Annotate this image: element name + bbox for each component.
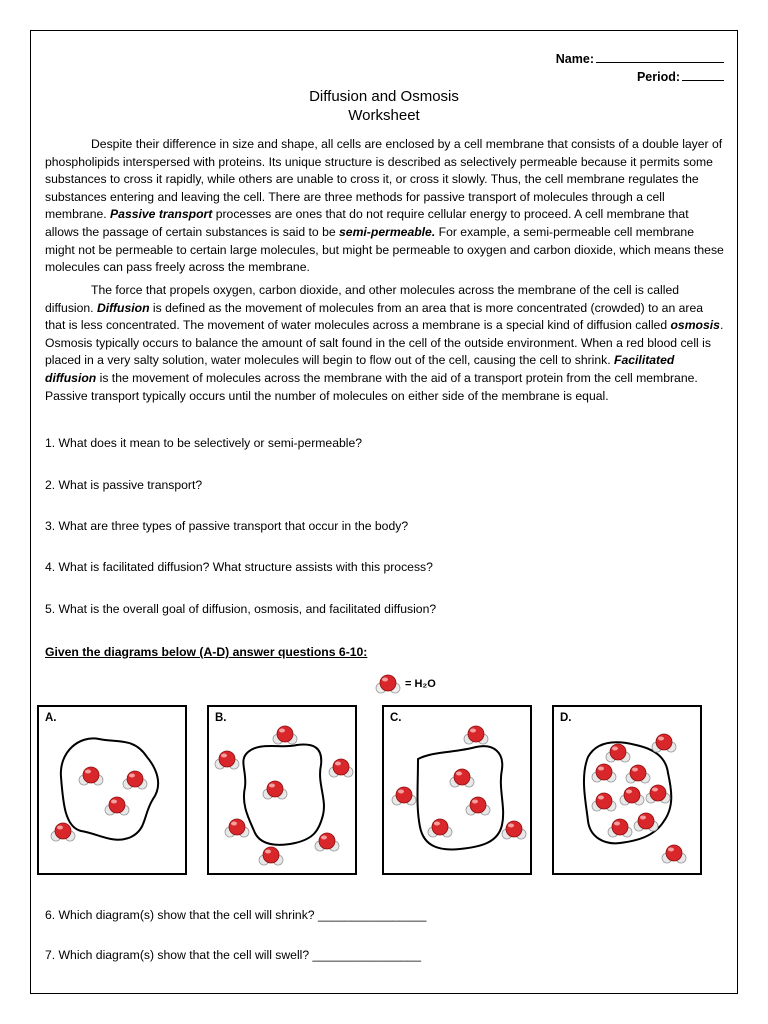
legend-text: = H₂O — [405, 678, 436, 690]
water-molecule — [608, 819, 632, 837]
term-osmosis: osmosis — [670, 318, 720, 333]
water-molecule — [225, 819, 249, 837]
water-molecule — [626, 765, 650, 783]
water-molecule — [592, 764, 616, 782]
question-3: 3. What are three types of passive transport that occur in the body? — [45, 519, 409, 533]
term-diffusion: Diffusion — [96, 300, 150, 315]
worksheet-title: Diffusion and Osmosis — [309, 88, 459, 105]
question-6: 6. Which diagram(s) show that the cell will shrink? ________________ — [45, 908, 427, 922]
diagram-d-art — [554, 707, 700, 873]
water-molecule — [123, 771, 147, 789]
period-label: Period: — [636, 70, 680, 84]
diagram-d — [552, 705, 702, 875]
diagram-a — [37, 705, 187, 875]
water-molecule — [634, 813, 658, 831]
water-molecule — [592, 793, 616, 811]
question-1: 1. What does it mean to be selectively or semi-permeable? — [45, 436, 363, 450]
water-molecule — [662, 845, 686, 863]
water-molecule — [450, 769, 474, 787]
name-label: Name: — [555, 52, 594, 66]
question-2: 2. What is passive transport? — [45, 478, 203, 492]
water-molecule — [466, 797, 490, 815]
diagram-label: B. — [215, 712, 227, 724]
water-molecule — [79, 767, 103, 785]
paragraph-1: Despite their difference in size and shape, all cells are enclosed by a cell membrane that consists of a double layer of phospholipids interspersed with proteins. Its unique structure is described as selectively permeable because it permits some substances to cross it rapidly, while others are unable to cross it, or cross it slowly. Thus, the cell membrane regulates the substances entering and leaving the cell. There are three methods for passive transport of molecules through a cell membrane. Passive transport processes are ones that do not require cellular energy to proceed. A cell membrane that allows the passage of certain substances is said to be semi-permeable. For example, a semi-permeable cell membrane might not be permeable to certain large molecules, but might be permeable to oxygen and carbon dioxide, which means these molecules can pass freely across the membrane. — [45, 137, 724, 275]
question-7: 7. Which diagram(s) show that the cell will swell? ________________ — [45, 948, 421, 962]
water-molecule — [606, 744, 630, 762]
water-molecule — [215, 751, 239, 769]
term-semi-permeable: semi-permeable. — [339, 224, 436, 239]
period-field — [637, 68, 724, 84]
water-molecule — [392, 787, 416, 805]
question-4: 4. What is facilitated diffusion? What structure assists with this process? — [45, 560, 433, 574]
water-molecule — [315, 833, 339, 851]
worksheet-subtitle: Worksheet — [348, 107, 420, 124]
water-molecule — [652, 734, 676, 752]
water-molecule — [329, 759, 353, 777]
name-blank[interactable] — [596, 50, 724, 63]
water-molecule — [464, 726, 488, 744]
diagram-a-art — [39, 707, 185, 873]
name-field — [556, 50, 724, 66]
term-passive-transport: Passive transport — [110, 207, 213, 222]
paragraph-2: The force that propels oxygen, carbon dioxide, and other molecules across the membrane of the cell is called diffusion. Diffusion is defined as the movement of molecules from an area that is more concentrated (crowded) to an area that is less concentrated. The movement of water molecules across a membrane is a special kind of diffusion called osmosis. Osmosis typically occurs to balance the amount of salt found in the cell of the outside environment. When a red blood cell is placed in a very salty solution, water molecules will begin to flow out of the cell, causing the cell to shrink. Facilitated diffusion is the movement of molecules across the membrane with the aid of a transport protein from the cell membrane. Passive transport typically occurs until the number of molecules on either side of the membrane is equal. — [45, 283, 724, 403]
diagram-label: A. — [45, 712, 57, 724]
diagram-instruction: Given the diagrams below (A-D) answer questions 6-10: — [45, 645, 368, 659]
term-facilitated-diffusion: Facilitated diffusion — [45, 353, 675, 385]
water-molecule — [428, 819, 452, 837]
period-blank[interactable] — [682, 68, 724, 81]
diagram-c — [382, 705, 532, 875]
water-molecule — [263, 781, 287, 799]
water-molecule-icon — [375, 673, 401, 695]
water-legend — [375, 673, 436, 695]
diagram-label: D. — [560, 712, 572, 724]
water-molecule — [502, 821, 526, 839]
water-molecule — [646, 785, 670, 803]
diagram-label: C. — [390, 712, 402, 724]
question-5: 5. What is the overall goal of diffusion, osmosis, and facilitated diffusion? — [45, 602, 437, 616]
diagram-b — [207, 705, 357, 875]
diagram-c-art — [384, 707, 530, 873]
water-molecule — [620, 787, 644, 805]
diagram-b-art — [209, 707, 355, 873]
water-molecule — [259, 847, 283, 865]
water-molecule — [273, 726, 297, 744]
water-molecule — [105, 797, 129, 815]
